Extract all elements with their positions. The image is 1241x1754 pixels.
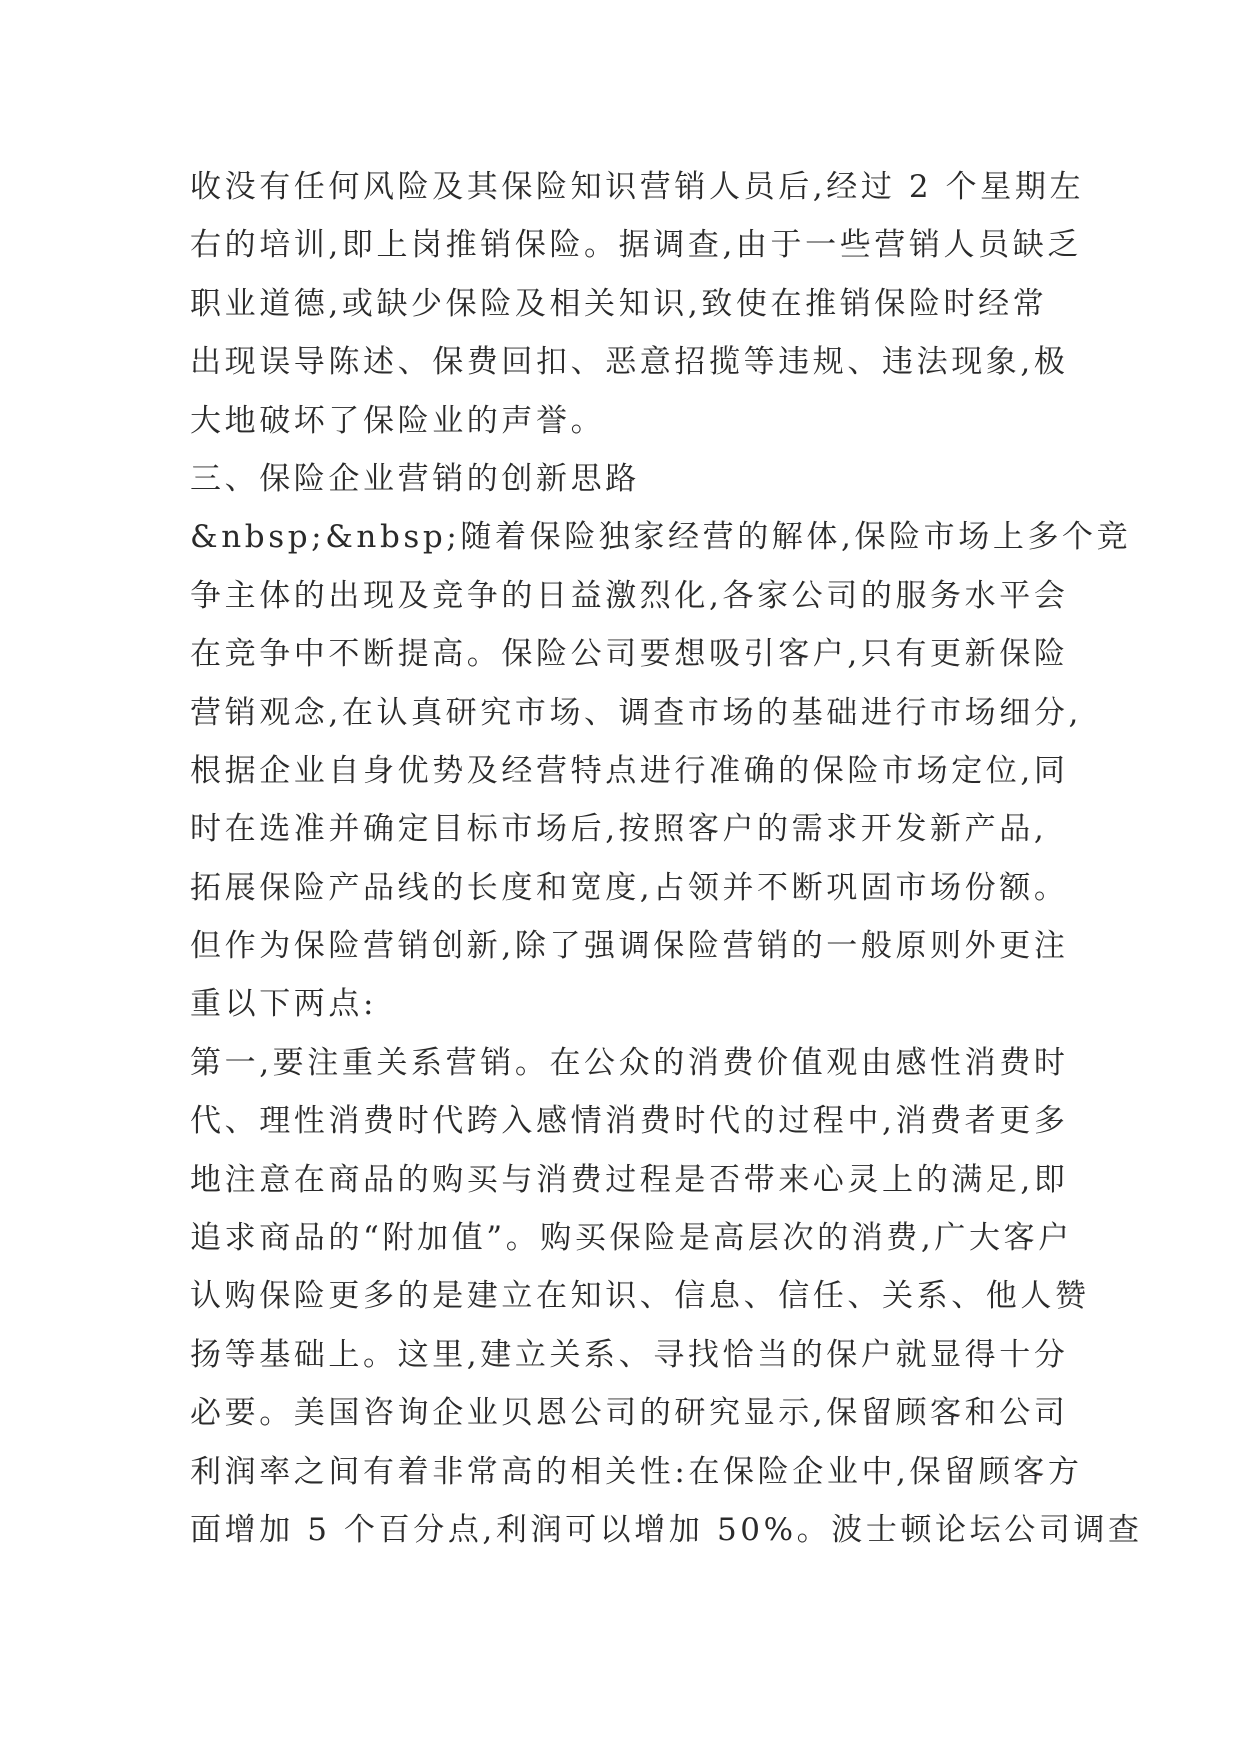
text-line-1: 收没有任何风险及其保险知识营销人员后,经过 2 个星期左 (190, 169, 1085, 205)
text-line-7: &nbsp;&nbsp;随着保险独家经营的解体,保险市场上多个竞 (190, 519, 1132, 556)
body-text (190, 158, 1143, 1559)
text-line-5: 大地破坏了保险业的声誉。 (190, 402, 606, 439)
text-line-10: 营销观念,在认真研究市场、调查市场的基础进行市场细分, (190, 694, 1082, 731)
text-line-22: 必要。美国咨询企业贝恩公司的研究显示,保留顾客和公司 (190, 1395, 1069, 1432)
text-line-19: 追求商品的“附加值”。购买保险是高层次的消费,广大客户 (190, 1220, 1073, 1257)
text-line-20: 认购保险更多的是建立在知识、信息、信任、关系、他人赞 (190, 1278, 1090, 1315)
text-line-2: 右的培训,即上岗推销保险。据调查,由于一些营销人员缺乏 (190, 227, 1082, 264)
text-line-15: 重以下两点: (190, 986, 378, 1023)
text-line-18: 地注意在商品的购买与消费过程是否带来心灵上的满足,即 (190, 1161, 1069, 1198)
text-line-21: 扬等基础上。这里,建立关系、寻找恰当的保户就显得十分 (190, 1336, 1069, 1373)
text-line-14: 但作为保险营销创新,除了强调保险营销的一般原则外更注 (190, 928, 1069, 965)
text-line-8: 争主体的出现及竞争的日益激烈化,各家公司的服务水平会 (190, 577, 1069, 614)
text-line-24: 面增加 5 个百分点,利润可以增加 50%。波士顿论坛公司调查 (190, 1511, 1143, 1548)
text-line-16: 第一,要注重关系营销。在公众的消费价值观由感性消费时 (190, 1044, 1069, 1081)
section-heading: 三、保险企业营销的创新思路 (190, 460, 640, 497)
text-line-13: 拓展保险产品线的长度和宽度,占领并不断巩固市场份额。 (190, 869, 1069, 906)
text-line-11: 根据企业自身优势及经营特点进行准确的保险市场定位,同 (190, 752, 1069, 789)
text-line-4: 出现误导陈述、保费回扣、恶意招揽等违规、违法现象,极 (190, 344, 1069, 381)
text-line-23: 利润率之间有着非常高的相关性:在保险企业中,保留顾客方 (190, 1453, 1083, 1490)
text-line-9: 在竞争中不断提高。保险公司要想吸引客户,只有更新保险 (190, 636, 1069, 673)
text-line-12: 时在选准并确定目标市场后,按照客户的需求开发新产品, (190, 811, 1048, 848)
text-line-17: 代、理性消费时代跨入感情消费时代的过程中,消费者更多 (190, 1103, 1069, 1140)
text-line-3: 职业道德,或缺少保险及相关知识,致使在推销保险时经常 (190, 285, 1048, 322)
